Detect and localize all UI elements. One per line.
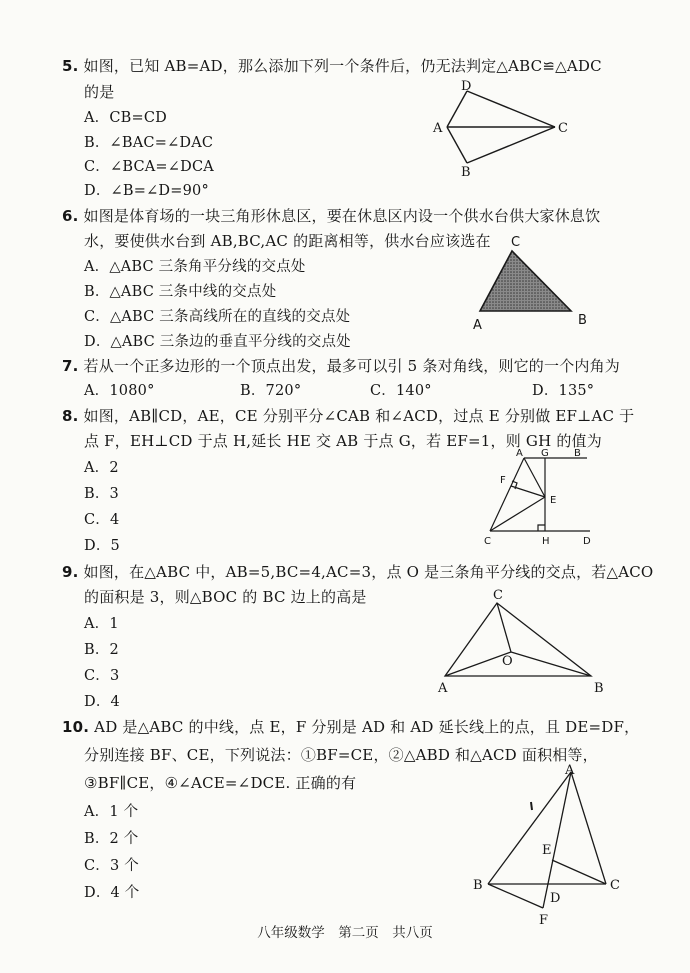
q10-pen-mark	[531, 802, 532, 810]
q10-option-a: A．1 个	[84, 804, 139, 820]
q9-stem-text: 如图，在△ABC 中，AB=5,BC=4,AC=3，点 O 是三条角平分线的交点，若△ACO	[83, 563, 654, 581]
q5-stem-line1	[62, 56, 602, 76]
q8-figure	[475, 446, 605, 552]
q6-label-b: B	[578, 313, 587, 328]
q8-stem-line1	[62, 406, 634, 426]
q5-stem-text: 如图，已知 AB=AD，那么添加下列一个条件后，仍无法判定△ABC≌△ADC	[83, 57, 602, 75]
q9-label-b: B	[594, 681, 604, 696]
q10-stem-text: AD 是△ABC 的中线，点 E，F 分别是 AD 和 AD 延长线上的点，且 DE=DF，	[94, 718, 640, 736]
q8-option-b: B．3	[84, 486, 119, 502]
q10-segment-ce	[552, 860, 606, 884]
q8-label-e: E	[550, 495, 557, 506]
q9-segment-bo	[511, 652, 591, 676]
q10-label-a: A	[565, 763, 575, 778]
q10-option-c: C．3 个	[84, 858, 139, 874]
q8-number: 8.	[62, 407, 79, 425]
q8-label-a: A	[516, 448, 523, 459]
q9-segment-co	[497, 603, 511, 652]
q10-option-b: B．2 个	[84, 831, 139, 847]
q6-option-b: B．△ABC 三条中线的交点处	[84, 284, 277, 300]
q9-option-c: C．3	[84, 668, 120, 684]
q8-label-c: C	[484, 536, 491, 547]
q8-option-d: D．5	[84, 538, 120, 554]
page-footer: 八年级数学 第二页 共八页	[257, 925, 433, 941]
q5-segment-bc	[467, 127, 555, 163]
q5-segment-dc	[467, 91, 555, 127]
q10-segment-ac	[571, 772, 606, 884]
q8-right-angle-h	[538, 525, 545, 531]
q9-triangle-abc	[445, 603, 591, 676]
q7-option-a: A．1080°	[84, 383, 155, 399]
q6-label-a: A	[473, 318, 482, 333]
q6-triangle	[480, 251, 571, 311]
q10-label-f: F	[539, 913, 549, 928]
q5-label-a: A	[433, 121, 443, 136]
q8-option-c: C．4	[84, 512, 120, 528]
q5-number: 5.	[62, 57, 79, 75]
q5-segment-ad	[447, 91, 467, 127]
q10-stem-line2: 分别连接 BF、CE，下列说法：①BF=CE，②△ABD 和△ACD 面积相等，	[84, 746, 598, 764]
q8-stem-line2: 点 F，EH⊥CD 于点 H,延长 HE 交 AB 于点 G，若 EF=1，则 GH 的值为	[84, 432, 602, 450]
q10-figure	[468, 762, 628, 928]
q8-label-b: B	[574, 448, 581, 459]
q5-label-b: B	[461, 165, 471, 180]
q9-figure	[433, 585, 613, 697]
q7-option-d: D．135°	[532, 383, 595, 399]
q5-segment-ab	[447, 127, 467, 163]
q5-option-d: D．∠B=∠D=90°	[84, 183, 209, 199]
q9-label-c: C	[493, 588, 503, 603]
q9-stem-line2: 的面积是 3，则△BOC 的 BC 边上的高是	[84, 588, 367, 606]
q6-figure	[465, 232, 600, 332]
q8-label-g: G	[541, 448, 549, 459]
q7-stem-line1	[62, 356, 620, 376]
q6-number: 6.	[62, 207, 79, 225]
q9-option-a: A．1	[84, 616, 119, 632]
q9-label-a: A	[438, 681, 448, 696]
q8-stem-text: 如图，AB∥CD，AE，CE 分别平分∠CAB 和∠ACD，过点 E 分别做 EF⊥AC 于	[83, 407, 635, 425]
q10-segment-ab	[488, 772, 571, 884]
q5-label-d: D	[461, 79, 472, 94]
q6-stem-text: 如图是体育场的一块三角形休息区，要在休息区内设一个供水台供大家休息饮	[83, 207, 601, 225]
q10-number: 10.	[62, 718, 90, 736]
q10-label-e: E	[542, 843, 552, 858]
q8-option-a: A．2	[84, 460, 119, 476]
q10-stem-line1	[62, 717, 639, 737]
q10-label-b: B	[473, 878, 483, 893]
q8-label-f: F	[500, 475, 506, 486]
q10-option-d: D．4 个	[84, 885, 140, 901]
q7-stem-text: 若从一个正多边形的一个顶点出发，最多可以引 5 条对角线，则它的一个内角为	[83, 357, 620, 375]
q10-segment-bf	[488, 884, 543, 908]
q8-label-d: D	[583, 536, 591, 547]
q6-label-c: C	[511, 235, 521, 250]
q9-number: 9.	[62, 563, 79, 581]
q6-stem-line1	[62, 206, 600, 226]
q9-stem-line1	[62, 562, 653, 582]
q10-label-d: D	[550, 891, 561, 906]
q10-stem-line3: ③BF∥CE，④∠ACE=∠DCE. 正确的有	[84, 774, 357, 792]
q7-option-c: C．140°	[370, 383, 432, 399]
q9-label-o: O	[502, 654, 513, 669]
q6-option-d: D．△ABC 三条边的垂直平分线的交点处	[84, 334, 351, 350]
q5-figure	[425, 78, 585, 180]
q10-segment-af	[543, 772, 571, 908]
q5-option-c: C．∠BCA=∠DCA	[84, 159, 214, 175]
q9-option-d: D．4	[84, 694, 120, 710]
q5-stem-line2: 的是	[84, 83, 115, 101]
q7-option-b: B．720°	[240, 383, 302, 399]
q5-option-a: A．CB=CD	[84, 110, 167, 126]
q8-label-h: H	[542, 536, 550, 547]
q7-number: 7.	[62, 357, 79, 375]
q6-option-c: C．△ABC 三条高线所在的直线的交点处	[84, 309, 351, 325]
q5-option-b: B．∠BAC=∠DAC	[84, 135, 214, 151]
q6-stem-line2: 水，要使供水台到 AB,BC,AC 的距离相等，供水台应该选在	[84, 232, 491, 250]
q6-option-a: A．△ABC 三条角平分线的交点处	[84, 259, 306, 275]
q5-label-c: C	[558, 121, 568, 136]
q9-option-b: B．2	[84, 642, 119, 658]
q10-label-c: C	[610, 878, 620, 893]
